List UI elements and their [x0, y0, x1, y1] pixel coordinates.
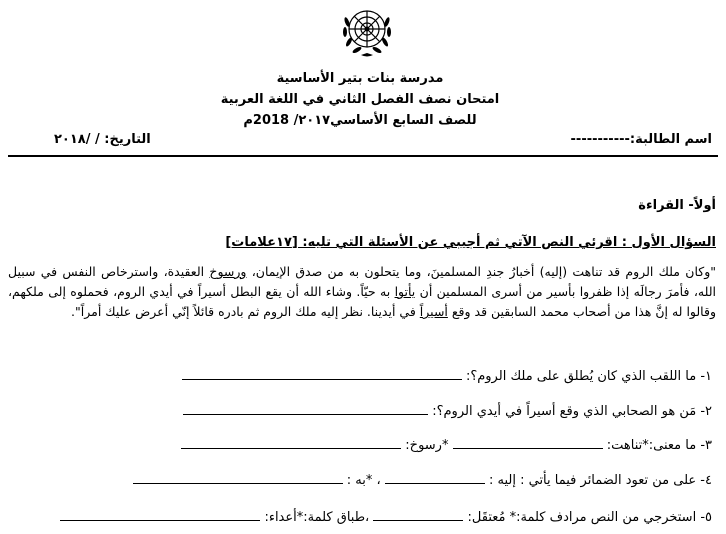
question-3-answer-blank-a[interactable]	[453, 434, 603, 449]
passage-underlined-word-3: أسيراً	[419, 304, 448, 319]
question-4-text-b: ، *به :	[346, 473, 381, 488]
question-5-text-b: ،طباق كلمة:*أعداء:	[264, 510, 370, 525]
question-1-answer-blank[interactable]	[182, 365, 462, 380]
question-4-text-a: ٤- على من تعود الضمائر فيما يأتي : إليه :	[488, 473, 712, 488]
question-3-answer-blank-b[interactable]	[181, 434, 401, 449]
question-1-text: ١- ما اللقب الذي كان يُطلق على ملك الروم؟:	[465, 369, 712, 384]
question-2-text: ٢- مَن هو الصحابي الذي وقع أسيراً في أيدي الروم؟:	[432, 404, 712, 419]
passage-underlined-word-2: يأتوا	[394, 284, 416, 299]
section-title: أولاً- القراءة	[638, 198, 716, 213]
question-3-row	[14, 434, 712, 456]
question-5-answer-blank-b[interactable]	[60, 506, 260, 521]
question-4-answer-blank-a[interactable]	[385, 469, 485, 484]
question-5-row	[14, 506, 712, 528]
question-3-text-a: ٣- ما معنى:*تناهت:	[606, 438, 712, 453]
question-3-text-b: *رسوخ:	[405, 438, 449, 453]
reading-passage	[8, 262, 716, 322]
exam-title: امتحان نصف الفصل الثاني في اللغة العربية	[220, 92, 500, 107]
question-2-row	[14, 400, 712, 422]
student-name-field[interactable]: اسم الطالبة:-----------	[570, 132, 712, 147]
question-5-text-a: ٥- استخرجي من النص مرادف كلمة:* مُعتقَل:	[467, 510, 712, 525]
student-info-row	[14, 130, 712, 150]
school-name: مدرسة بنات بتير الأساسية	[276, 71, 444, 86]
passage-part-4: في أيدينا. نظر إليه ملك الروم ثم بادره قائلاً إنّي أعرض عليك أمراً".	[71, 304, 420, 319]
question-4-row	[14, 469, 712, 491]
passage-part-2: العقيدة، واسترخاص النفس في سبيل الله، فأمرَ رجالَه إذا ظفروا بأسير من أسرى المسلمين أن	[8, 264, 716, 299]
passage-part-3: به حيّاً. وشاء الله أن يقع البطل أسيراً في أيدي الروم، فحملوه إلى ملكهم، وقالوا له إنَّ هذا من أصحاب محمد السابقين قد وقع	[8, 284, 716, 319]
question-1-row	[14, 365, 712, 387]
passage-part-1: "وكان ملك الروم قد تناهت (إليه) أخبارُ جندِ المسلمينَ، وما يتحلون به من صدق الإيمان،	[246, 264, 716, 279]
grade-line: للصف السابع الأساسي٢٠١٧/ 2018م	[243, 113, 477, 128]
question-one-title	[225, 234, 716, 252]
header-divider	[8, 155, 718, 157]
un-emblem-icon	[336, 0, 398, 62]
question-2-answer-blank[interactable]	[183, 400, 428, 415]
passage-underlined-word-1: ورسوخ	[209, 264, 247, 279]
exam-date-field[interactable]: التاريخ: / /٢٠١٨	[54, 132, 151, 147]
question-one-heading: السؤال الأول : اقرئي النص الآتي ثم أجيبي عن الأسئلة التي تليه: [١٧علامات]	[225, 235, 716, 250]
question-4-answer-blank-b[interactable]	[133, 469, 343, 484]
question-5-answer-blank-a[interactable]	[373, 506, 463, 521]
